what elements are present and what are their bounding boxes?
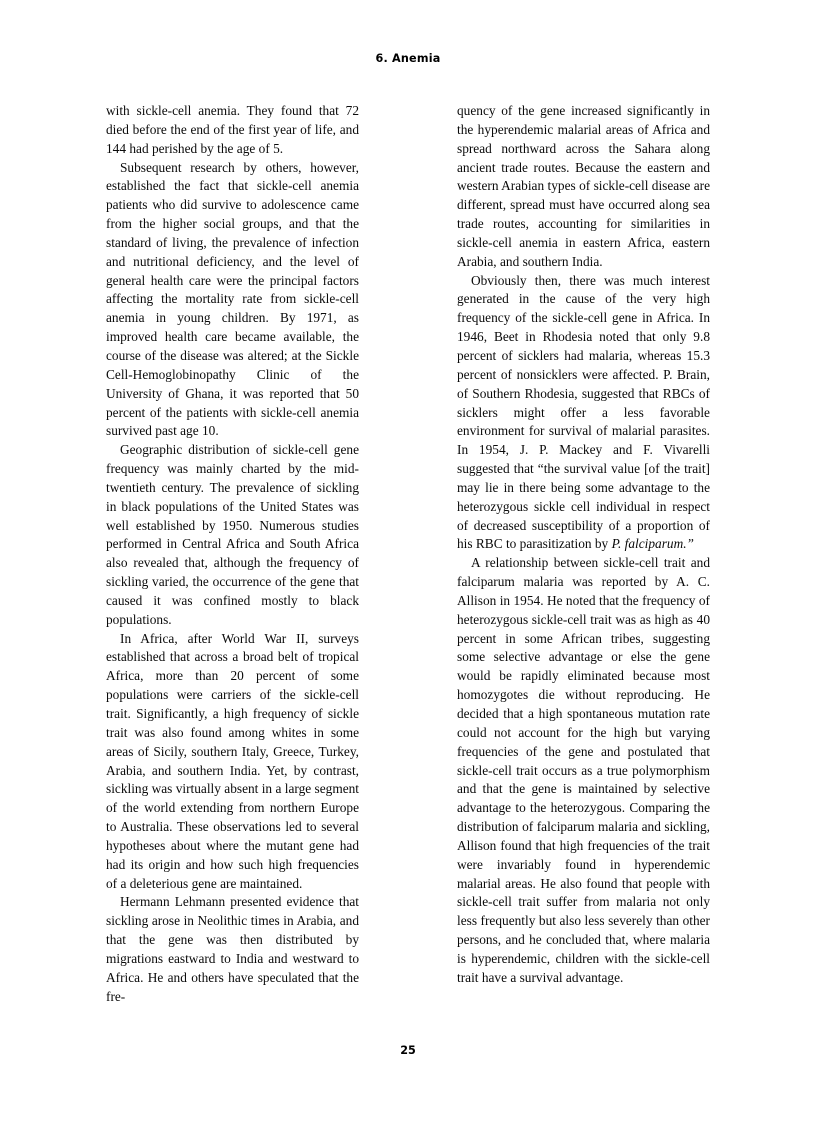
paragraph: quency of the gene increased significantly in the hyperendemic malarial areas of Africa and spread northward across the Sahara along ancient trade routes. Because the eastern and western Arabian types of sickle-cell disease are different, spread must have occurred along sea trade routes, accounting for similarities in sickle-cell anemia in eastern Africa, eastern Arabia, and southern India. [457, 103, 710, 269]
body-text-columns [106, 102, 710, 1012]
left-column [106, 102, 359, 1007]
running-head: 6. Anemia [375, 52, 441, 65]
paragraph: Hermann Lehmann presented evidence that sickling arose in Neolithic times in Arabia, and that the gene was then distributed by migrations eastward to India and westward to Africa. He and others have speculated that the fre- [106, 894, 359, 1004]
page-number: 25 [400, 1044, 416, 1057]
paragraph: with sickle-cell anemia. They found that 72 died before the end of the first year of life, and 144 had perished by the age of 5. [106, 103, 359, 156]
paragraph: In Africa, after World War II, surveys established that across a broad belt of tropical Africa, more than 20 percent of some populations were carriers of the sickle-cell trait. Significantly, a high frequency of sickle trait was also found among whites in some areas of Sicily, southern Italy, Greece, Turkey, Arabia, and southern India. Yet, by contrast, sickling was virtually absent in a large segment of the world extending from northern Europe to Australia. These observations led to several hypotheses about where the mutant gene had had its origin and how such high frequencies of a deleterious gene are maintained. [106, 630, 359, 891]
paragraph: Obviously then, there was much interest generated in the cause of the very high frequency of the sickle-cell gene in Africa. In 1946, Beet in Rhodesia noted that only 9.8 percent of sicklers had malaria, whereas 15.3 percent of nonsicklers were affected. P. Brain, of Southern Rhodesia, suggested that RBCs of sicklers might offer a less favorable environment for survival of malarial parasites. In 1954, J. P. Mackey and F. Vivarelli suggested that “the survival value [of the trait] may lie in there being some advantage to the heterozygous sickle cell individual in respect of decreased susceptibility of a proportion of his RBC to parasitization by P. falciparum.” [457, 272, 710, 552]
paragraph: Geographic distribution of sickle-cell gene frequency was mainly charted by the mid-twentieth century. The prevalence of sickling in black populations of the United States was well established by 1950. Numerous studies performed in Central Africa and South Africa also revealed that, although the frequency of sickling varied, the occurrence of the gene that caused it was confined mostly to black populations. [106, 442, 359, 627]
right-column [457, 102, 710, 988]
paragraph: A relationship between sickle-cell trait and falciparum malaria was reported by A. C. Allison in 1954. He noted that the frequency of heterozygous sickle-cell trait was as high as 40 percent in some African tribes, suggesting some selective advantage or else the gene would be rapidly eliminated because most homozygotes die without reproducing. He decided that a high spontaneous mutation rate could not account for the high but varying frequencies of the gene and postulated that sickle-cell trait occurs as a true polymorphism and that the gene is maintained by selective advantage to the heterozygous. Comparing the distribution of falciparum malaria and sickling, Allison found that high frequencies of the trait were invariably found in hyperendemic malarial areas. He also found that people with sickle-cell trait suffer from malaria not only less frequently but also less severely than other persons, and he concluded that, where malaria is hyperendemic, children with the sickle-cell trait have a survival advantage. [457, 555, 710, 985]
paragraph: Subsequent research by others, however, established the fact that sickle-cell anemia patients who did survive to adolescence came from the higher social groups, and that the standard of living, the prevalence of infection and nutritional deficiency, and the level of general health care were the principal factors affecting the mortality rate from sickle-cell anemia in young children. By 1971, as improved health care became available, the course of the disease was altered; at the Sickle Cell-Hemoglobinopathy Clinic of the University of Ghana, it was reported that 50 percent of the patients with sickle-cell anemia survived past age 10. [106, 159, 359, 439]
